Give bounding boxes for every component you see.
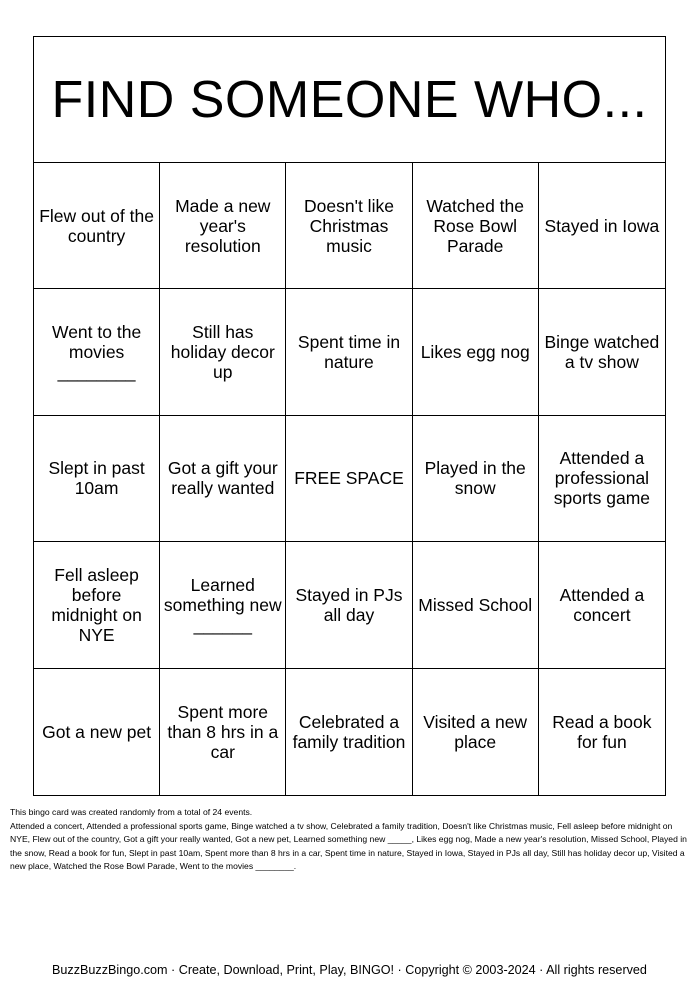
bingo-cell — [413, 416, 539, 542]
bingo-cell — [160, 289, 286, 415]
cell-text: Made a new year's resolution — [175, 195, 271, 256]
bingo-cell — [34, 416, 160, 542]
cell-text: Binge watched a tv show — [544, 332, 660, 373]
card-title: FIND SOMEONE WHO... — [34, 37, 665, 163]
bingo-cell — [34, 289, 160, 415]
bingo-cell — [286, 669, 412, 795]
cell-text: Played in the snow — [424, 458, 526, 499]
notes-event-list: Attended a concert, Attended a professional sports game, Binge watched a tv show, Celebrated a family tradition, Doesn't like Christmas music, Fell asleep before midnight on NYE, Flew out of the country, Got a gift your really wanted, Got a new pet, Learned something new _____, Likes egg nog, Made a new year's resolution, Missed School, Played in the snow, Read a book for fun, Slept in past 10am, Spent more than 8 hrs in a car, Spent time in nature, Stayed in Iowa, Stayed in PJs all day, Still has holiday decor up, Visited a new place, Watched the Rose Bowl Parade, Went to the movies ________. — [10, 820, 687, 871]
bingo-cell — [34, 163, 160, 289]
bingo-cell — [34, 669, 160, 795]
bingo-cell — [413, 163, 539, 289]
bingo-cell — [539, 542, 665, 668]
bingo-cell — [286, 542, 412, 668]
cell-text: Missed School — [418, 594, 533, 615]
bingo-cell — [539, 416, 665, 542]
notes-intro: This bingo card was created randomly from a total of 24 events. — [10, 807, 253, 817]
bingo-cell — [160, 163, 286, 289]
bingo-grid — [34, 163, 665, 795]
cell-text: Visited a new place — [423, 711, 528, 752]
card-notes — [10, 806, 690, 874]
bingo-cell — [286, 289, 412, 415]
cell-text: Spent more than 8 hrs in a car — [167, 701, 279, 762]
cell-text: Celebrated a family tradition — [292, 711, 406, 752]
cell-text: Flew out of the country — [39, 205, 154, 246]
bingo-cell — [413, 542, 539, 668]
cell-text: Went to the movies ________ — [52, 322, 142, 383]
cell-text: Doesn't like Christmas music — [304, 195, 394, 256]
bingo-cell — [34, 542, 160, 668]
bingo-cell — [413, 289, 539, 415]
cell-text: Still has holiday decor up — [170, 322, 275, 383]
bingo-cell — [539, 163, 665, 289]
cell-text: Got a new pet — [42, 721, 152, 742]
bingo-cell — [160, 669, 286, 795]
cell-text: Slept in past 10am — [48, 458, 145, 499]
cell-text: Read a book for fun — [552, 711, 652, 752]
cell-text: Attended a concert — [559, 584, 645, 625]
bingo-cell — [539, 289, 665, 415]
cell-text: Watched the Rose Bowl Parade — [426, 195, 524, 256]
page-footer: BuzzBuzzBingo.com · Create, Download, Print, Play, BINGO! · Copyright © 2003-2024 · All rights reserved — [52, 963, 647, 977]
bingo-cell — [160, 542, 286, 668]
bingo-cell — [539, 669, 665, 795]
cell-text: Fell asleep before midnight on NYE — [51, 564, 142, 645]
cell-text: Spent time in nature — [297, 332, 401, 373]
free-space-cell — [286, 416, 412, 542]
cell-text: Stayed in Iowa — [544, 215, 660, 236]
bingo-cell — [413, 669, 539, 795]
bingo-card — [33, 36, 666, 796]
cell-text: Attended a professional sports game — [553, 448, 651, 509]
cell-text: Got a gift your really wanted — [167, 458, 278, 499]
bingo-cell — [286, 163, 412, 289]
cell-text: FREE SPACE — [294, 468, 404, 489]
cell-text: Likes egg nog — [420, 342, 530, 363]
cell-text: Stayed in PJs all day — [295, 584, 403, 625]
cell-text: Learned something new ______ — [163, 574, 282, 635]
bingo-cell — [160, 416, 286, 542]
